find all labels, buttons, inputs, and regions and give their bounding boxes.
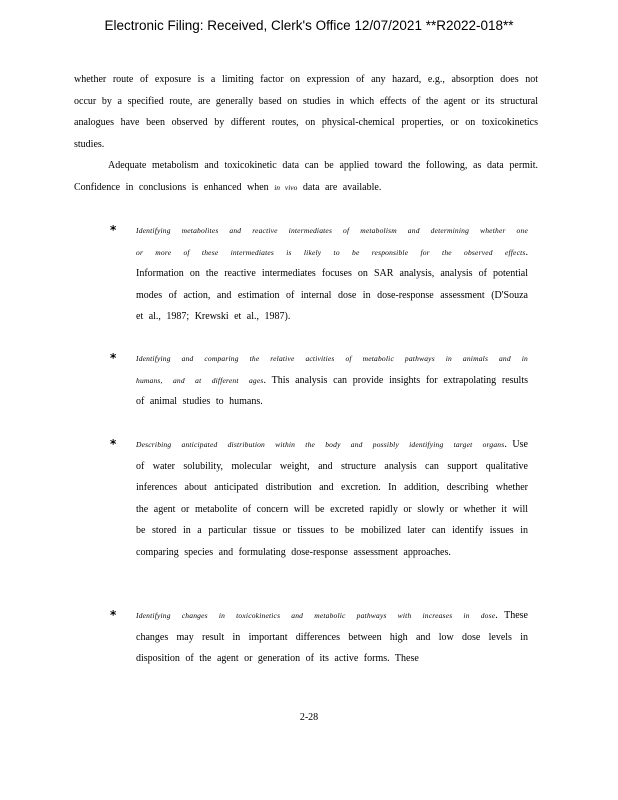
page-number: 2-28 <box>299 712 319 723</box>
paragraph-text-end: data are available. <box>302 181 382 193</box>
asterisk-bullet-icon: * <box>110 223 117 237</box>
bullet-body: . This analysis can provide insights for extrapolating results of animal studies to humans. <box>136 374 528 407</box>
in-vivo-italic: in vivo <box>274 182 298 192</box>
bullet-lead-italic: Describing anticipated distribution within the body and possibly identifying target organs <box>136 440 505 449</box>
bullet-lead-italic: Identifying changes in toxicokinetics and metabolic pathways with increases in dose <box>136 611 496 620</box>
bullet-text <box>136 220 528 328</box>
bullet-body: . Information on the reactive intermediates focuses on SAR analysis, analysis of potential modes of action, and estimation of internal dose in dose-response assessment (D'Souza et al., 1987; Krewski et al., 1987). <box>136 246 528 322</box>
filing-header: Electronic Filing: Received, Clerk's Office 12/07/2021 **R2022-018** <box>104 18 514 33</box>
bullet-text <box>136 434 528 563</box>
asterisk-bullet-icon: * <box>110 437 117 451</box>
bullet-lead-italic: Identifying metabolites and reactive intermediates of metabolism and determining whether one or more of these intermediates is likely to be responsible for the observed effects <box>136 226 528 257</box>
asterisk-bullet-icon: * <box>110 351 117 365</box>
asterisk-bullet-icon: * <box>110 608 117 622</box>
body-paragraph-metabolism <box>74 155 538 198</box>
paragraph-text-start: Adequate metabolism and toxicokinetic data can be applied toward the following, as data permit. Confidence in conclusions is enhanced when <box>74 160 538 193</box>
body-paragraph-continued: whether route of exposure is a limiting factor on expression of any hazard, e.g., absorption does not occur by a specified route, are generally based on studies in which effects of the agent or its structural analogues have been observed by different routes, on physical-chemical properties, or on toxicokinetics studies. <box>74 74 538 150</box>
bullet-body: . These changes may result in important differences between high and low dose levels in disposition of the agent or generation of its active forms. These <box>136 610 528 664</box>
bullet-text <box>136 348 528 413</box>
bullet-lead-italic: Identifying and comparing the relative activities of metabolic pathways in animals and in humans, and at different ages <box>136 354 528 385</box>
bullet-text <box>136 605 528 670</box>
bullet-body: . Use of water solubility, molecular weight, and structure analysis can support qualitative inferences about anticipated distribution and excretion. In addition, describing whether the agent or metabolite of concern will be excreted rapidly or slowly or whether it will be stored in a particular tissue or tissues to be mobilized later can identify issues in comparing species and formulating dose-response assessment approaches. <box>136 439 528 558</box>
